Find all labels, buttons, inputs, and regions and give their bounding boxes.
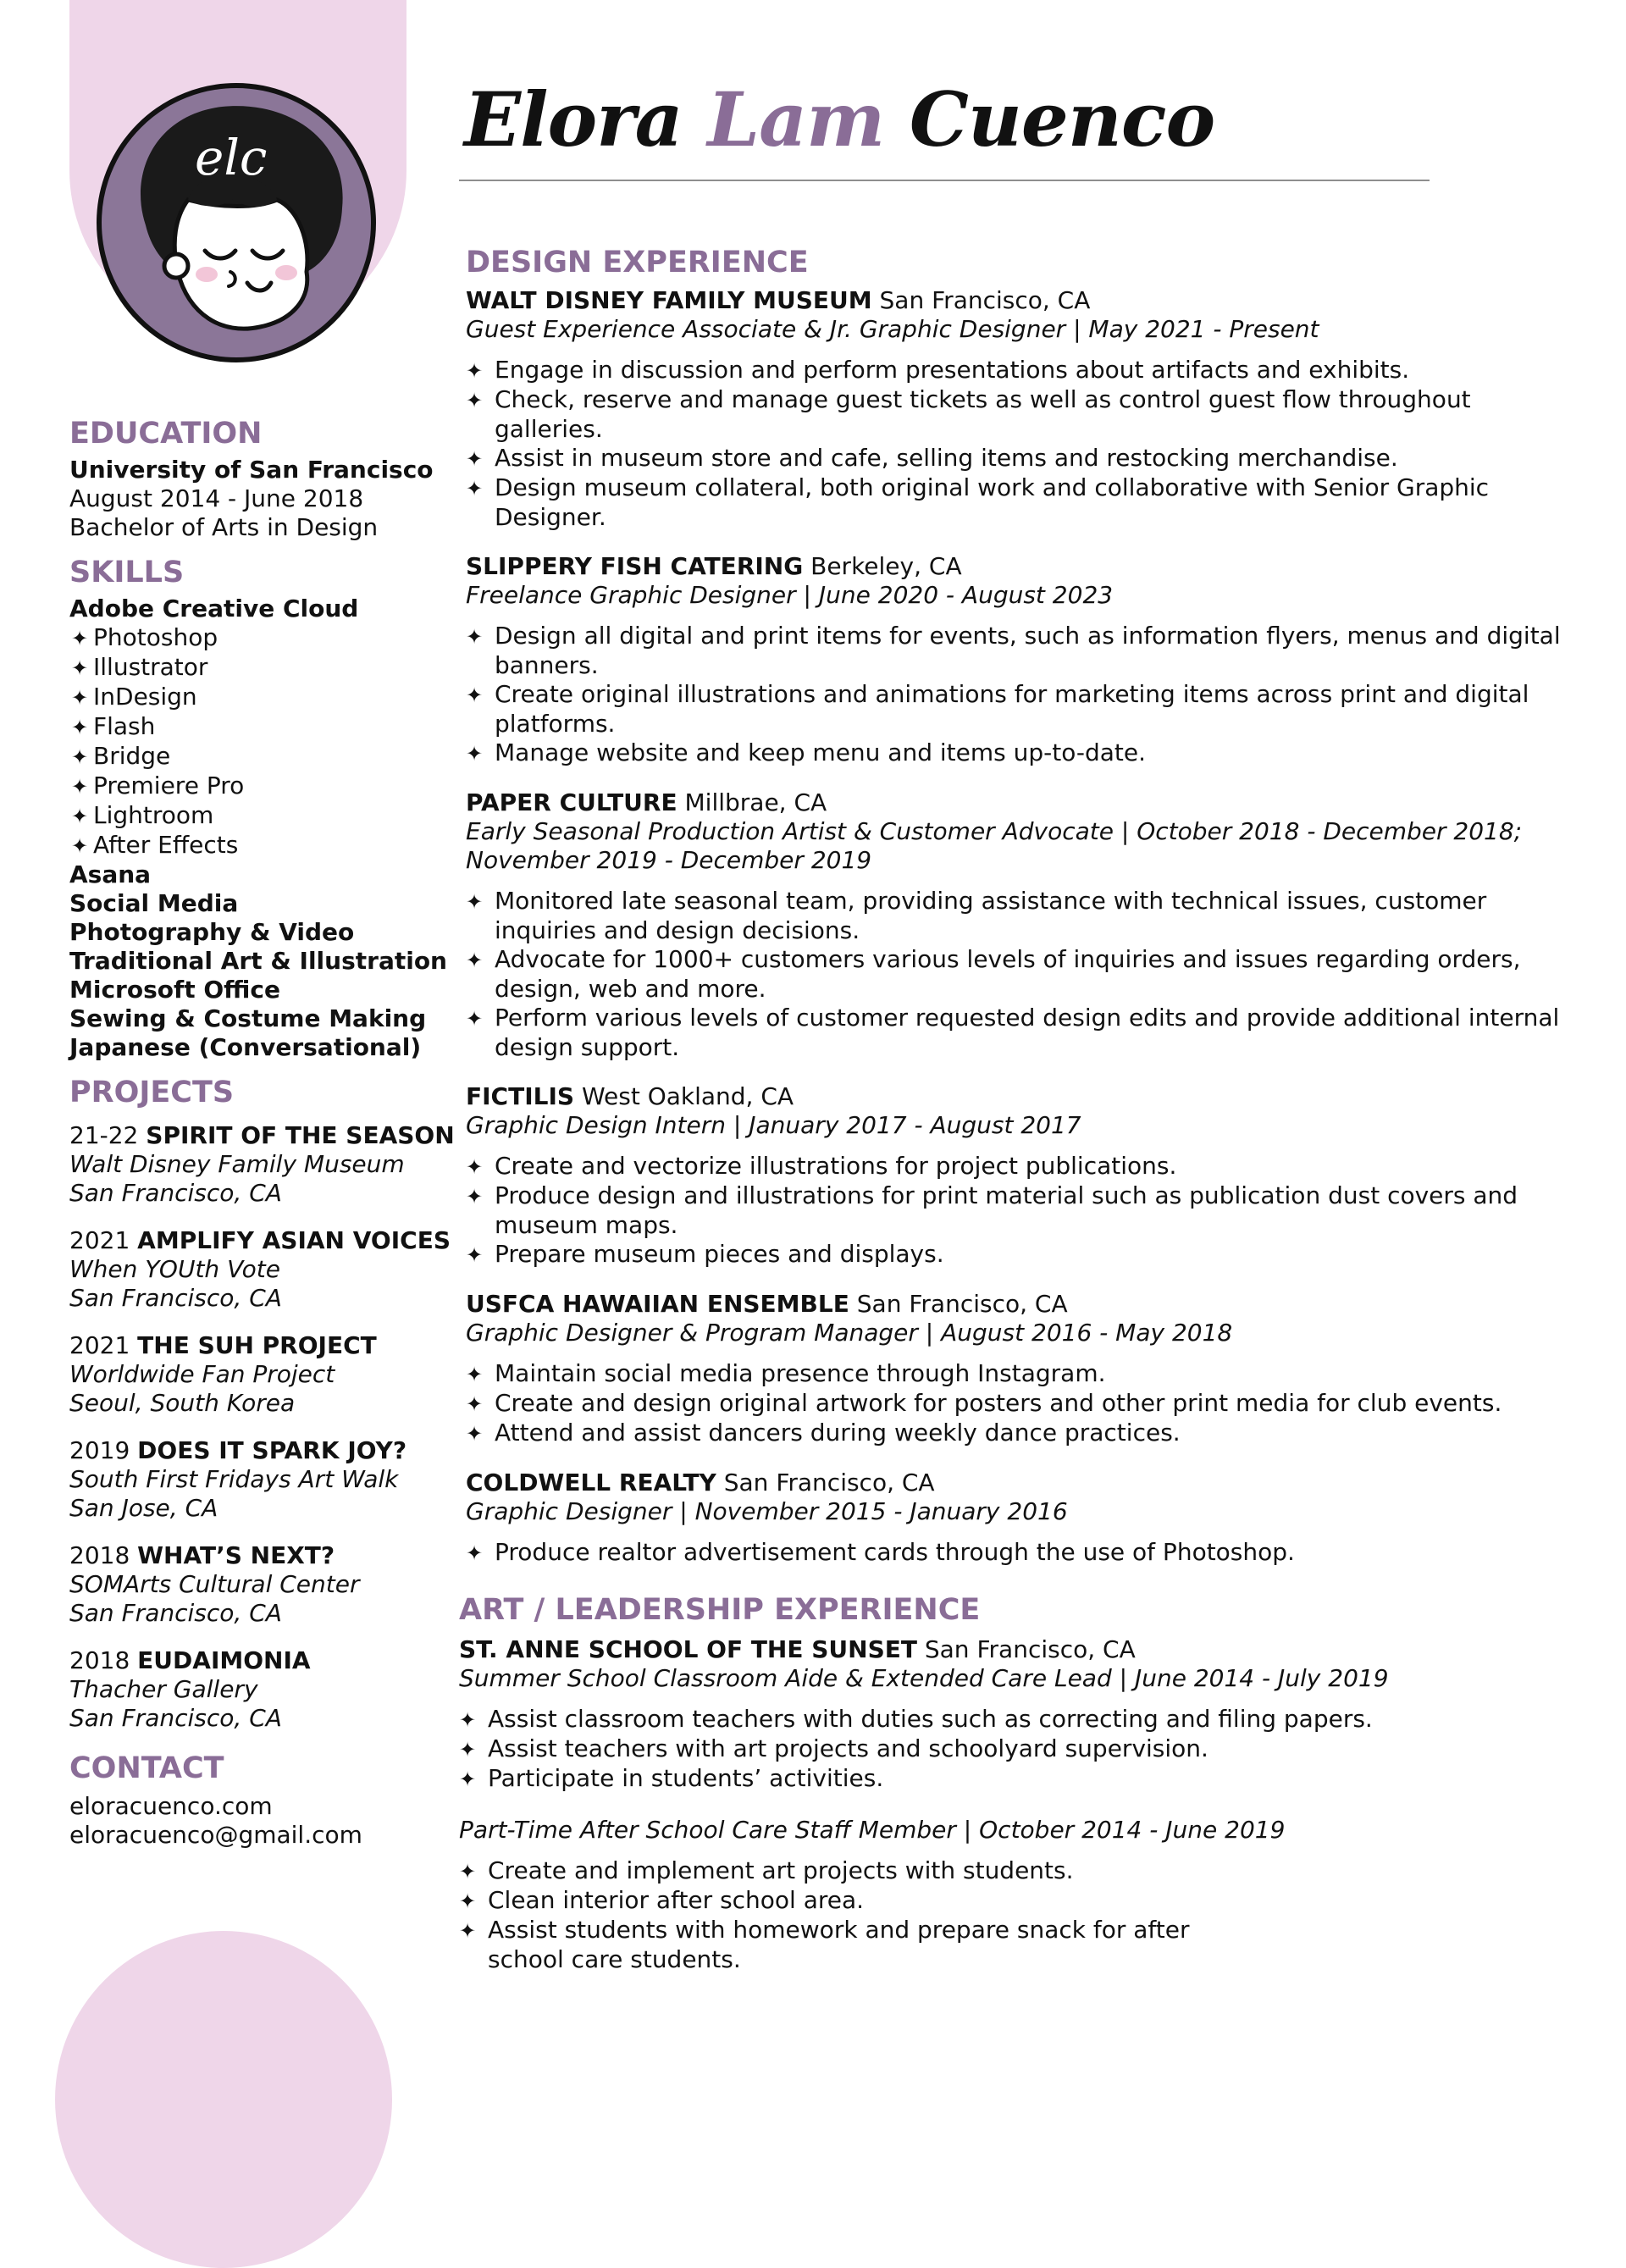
bullet-item xyxy=(466,945,1567,1004)
skill-other: Social Media xyxy=(69,889,239,917)
bullet-item xyxy=(466,680,1567,738)
project-org: Worldwide Fan Project xyxy=(69,1360,335,1388)
project-title: DOES IT SPARK JOY? xyxy=(137,1436,407,1464)
project-item xyxy=(69,1121,455,1208)
star-bullet-icon: ✦ xyxy=(459,1708,477,1732)
bullet-item xyxy=(466,1538,1567,1568)
star-bullet-icon: ✦ xyxy=(466,1007,484,1031)
contact-website-link[interactable]: eloracuenco.com xyxy=(69,1792,273,1820)
job-bullets xyxy=(459,1856,1204,1974)
bullet-text: Perform various levels of customer requested design edits and provide additional internal design support. xyxy=(495,1004,1560,1061)
bullet-text: Maintain social media presence through Instagram. xyxy=(495,1359,1106,1387)
project-org: South First Fridays Art Walk xyxy=(69,1465,399,1493)
job-company: SLIPPERY FISH CATERING xyxy=(466,552,804,580)
bullet-item xyxy=(466,887,1567,945)
job-location: Millbrae, CA xyxy=(684,788,827,816)
contact-email-link[interactable]: eloracuenco@gmail.com xyxy=(69,1821,362,1849)
job-company: PAPER CULTURE xyxy=(466,788,678,816)
skill-other: Traditional Art & Illustration xyxy=(69,947,447,975)
bullet-item xyxy=(466,738,1567,768)
skill-item xyxy=(69,831,408,860)
star-bullet-icon: ✦ xyxy=(466,949,484,972)
project-org: When YOUth Vote xyxy=(69,1255,280,1283)
bullet-text: Advocate for 1000+ customers various levels of inquiries and issues regarding orders, design, web and more. xyxy=(495,945,1521,1003)
star-bullet-icon: ✦ xyxy=(466,1422,484,1446)
star-bullet-icon: ✦ xyxy=(71,805,89,828)
star-bullet-icon: ✦ xyxy=(466,1541,484,1565)
job-bullets xyxy=(466,356,1567,532)
project-year: 2021 xyxy=(69,1331,130,1359)
skill-item xyxy=(69,712,408,742)
project-year: 2018 xyxy=(69,1541,130,1569)
job-role: Guest Experience Associate & Jr. Graphic Designer | May 2021 - Present xyxy=(466,315,1319,343)
project-year: 2019 xyxy=(69,1436,130,1464)
bullet-item xyxy=(459,1764,1567,1794)
job-bullets xyxy=(466,1538,1567,1568)
star-bullet-icon: ✦ xyxy=(71,656,89,680)
job-company: ST. ANNE SCHOOL OF THE SUNSET xyxy=(459,1635,917,1663)
job-location: San Francisco, CA xyxy=(924,1635,1136,1663)
skills-heading: SKILLS xyxy=(69,556,185,589)
bullet-item xyxy=(466,356,1567,385)
job-role: Graphic Designer | November 2015 - January 2016 xyxy=(466,1497,1068,1525)
job-bullets xyxy=(466,622,1567,768)
skill-item xyxy=(69,623,408,653)
skills-group-adobe: Adobe Creative Cloud xyxy=(69,595,359,622)
education-school: University of San Francisco xyxy=(69,456,434,484)
name-middle: Lam xyxy=(707,75,885,163)
star-bullet-icon: ✦ xyxy=(466,1243,484,1267)
star-bullet-icon: ✦ xyxy=(466,683,484,707)
job-company: COLDWELL REALTY xyxy=(466,1469,716,1496)
project-item xyxy=(69,1646,408,1733)
bullet-text: Assist classroom teachers with duties such as correcting and filing papers. xyxy=(488,1705,1373,1733)
job-location: West Oakland, CA xyxy=(581,1082,794,1110)
bullet-item xyxy=(466,1152,1567,1181)
page-title xyxy=(464,73,1567,166)
star-bullet-icon: ✦ xyxy=(466,389,484,412)
star-bullet-icon: ✦ xyxy=(466,1363,484,1386)
skill-item xyxy=(69,772,408,801)
star-bullet-icon: ✦ xyxy=(466,1155,484,1179)
skill-label: Lightroom xyxy=(93,801,214,829)
job-location: San Francisco, CA xyxy=(879,286,1091,314)
skill-other: Sewing & Costume Making xyxy=(69,1004,427,1032)
bullet-item xyxy=(466,444,1567,473)
job-entry xyxy=(457,286,1567,532)
bullet-text: Assist teachers with art projects and schoolyard supervision. xyxy=(488,1734,1208,1762)
job-entry xyxy=(457,552,1567,768)
bullet-item xyxy=(466,622,1567,680)
job-location: Berkeley, CA xyxy=(810,552,962,580)
job-entry xyxy=(457,1635,1567,1974)
job-bullets xyxy=(459,1705,1567,1794)
bullet-text: Design museum collateral, both original work and collaborative with Senior Graphic Designer. xyxy=(495,473,1490,531)
project-title: SPIRIT OF THE SEASON xyxy=(146,1121,455,1149)
project-item xyxy=(69,1226,451,1313)
star-bullet-icon: ✦ xyxy=(466,1185,484,1209)
main-content xyxy=(457,73,1567,1994)
project-place: San Francisco, CA xyxy=(69,1284,282,1312)
star-bullet-icon: ✦ xyxy=(466,359,484,383)
bullet-item xyxy=(459,1886,1204,1916)
art-leadership-section xyxy=(457,1593,1567,1974)
job-company: FICTILIS xyxy=(466,1082,575,1110)
star-bullet-icon: ✦ xyxy=(466,477,484,501)
star-bullet-icon: ✦ xyxy=(459,1889,477,1913)
job-role: November 2019 - December 2019 xyxy=(466,846,872,874)
job-entry xyxy=(457,788,1567,1062)
star-bullet-icon: ✦ xyxy=(71,745,89,769)
education-degree: Bachelor of Arts in Design xyxy=(69,513,379,541)
avatar xyxy=(95,81,378,364)
bullet-text: Design all digital and print items for events, such as information flyers, menus and digital banners. xyxy=(495,622,1561,679)
star-bullet-icon: ✦ xyxy=(459,1738,477,1762)
design-experience-heading: DESIGN EXPERIENCE xyxy=(466,246,809,279)
job-role: Summer School Classroom Aide & Extended Care Lead | June 2014 - July 2019 xyxy=(459,1664,1389,1692)
skill-label: Flash xyxy=(93,712,156,740)
job-company: WALT DISNEY FAMILY MUSEUM xyxy=(466,286,872,314)
star-bullet-icon: ✦ xyxy=(466,890,484,914)
skill-other: Asana xyxy=(69,860,152,888)
bullet-text: Create and vectorize illustrations for project publications. xyxy=(495,1152,1177,1180)
job-entry xyxy=(457,1290,1567,1448)
job-location: San Francisco, CA xyxy=(856,1290,1068,1318)
bullet-item xyxy=(466,1181,1567,1240)
skill-item xyxy=(69,653,408,683)
star-bullet-icon: ✦ xyxy=(71,775,89,799)
project-year: 2021 xyxy=(69,1226,130,1254)
star-bullet-icon: ✦ xyxy=(459,1860,477,1884)
skill-other: Photography & Video xyxy=(69,918,355,946)
decorative-bottom-circle xyxy=(55,1931,392,2268)
project-title: WHAT’S NEXT? xyxy=(137,1541,335,1569)
skill-item xyxy=(69,801,408,831)
bullet-text: Create and implement art projects with students. xyxy=(488,1856,1074,1884)
skill-label: InDesign xyxy=(93,683,197,711)
job-role: Graphic Design Intern | January 2017 - August 2017 xyxy=(466,1111,1081,1139)
project-place: San Francisco, CA xyxy=(69,1704,282,1732)
project-place: San Jose, CA xyxy=(69,1494,218,1522)
project-title: AMPLIFY ASIAN VOICES xyxy=(137,1226,451,1254)
project-org: Thacher Gallery xyxy=(69,1675,258,1703)
star-bullet-icon: ✦ xyxy=(71,686,89,710)
project-item xyxy=(69,1331,408,1418)
project-year: 21-22 xyxy=(69,1121,139,1149)
project-year: 2018 xyxy=(69,1646,130,1674)
star-bullet-icon: ✦ xyxy=(459,1919,477,1943)
bullet-item xyxy=(459,1734,1567,1764)
education-heading: EDUCATION xyxy=(69,417,263,451)
bullet-text: Check, reserve and manage guest tickets as well as control guest flow throughout galleries. xyxy=(495,385,1471,443)
skill-other: Microsoft Office xyxy=(69,976,280,1004)
star-bullet-icon: ✦ xyxy=(466,625,484,649)
bullet-text: Manage website and keep menu and items up-to-date. xyxy=(495,738,1147,766)
job-location: San Francisco, CA xyxy=(723,1469,935,1496)
skill-other: Japanese (Conversational) xyxy=(69,1033,422,1061)
bullet-text: Produce realtor advertisement cards through the use of Photoshop. xyxy=(495,1538,1295,1566)
skill-label: Illustrator xyxy=(93,653,208,681)
project-title: EUDAIMONIA xyxy=(137,1646,311,1674)
star-bullet-icon: ✦ xyxy=(466,447,484,471)
job-bullets xyxy=(466,887,1567,1062)
project-item xyxy=(69,1436,408,1523)
projects-heading: PROJECTS xyxy=(69,1076,235,1109)
star-bullet-icon: ✦ xyxy=(459,1767,477,1791)
bullet-text: Create original illustrations and animations for marketing items across print and digital platforms. xyxy=(495,680,1529,738)
bullet-item xyxy=(459,1705,1567,1734)
job-bullets xyxy=(466,1152,1567,1270)
project-org: Walt Disney Family Museum xyxy=(69,1150,405,1178)
bullet-text: Engage in discussion and perform presentations about artifacts and exhibits. xyxy=(495,356,1410,384)
bullet-item xyxy=(466,1389,1567,1419)
bullet-text: Clean interior after school area. xyxy=(488,1886,865,1914)
star-bullet-icon: ✦ xyxy=(71,834,89,858)
job-role: Graphic Designer & Program Manager | August 2016 - May 2018 xyxy=(466,1319,1233,1347)
bullet-item xyxy=(466,1419,1567,1448)
star-bullet-icon: ✦ xyxy=(71,627,89,650)
bullet-item xyxy=(466,1359,1567,1389)
job-bullets xyxy=(466,1359,1567,1448)
star-bullet-icon: ✦ xyxy=(466,1392,484,1416)
job-entry xyxy=(457,1469,1567,1568)
sidebar xyxy=(69,417,455,1850)
contact-heading: CONTACT xyxy=(69,1751,224,1785)
bullet-text: Participate in students’ activities. xyxy=(488,1764,884,1792)
skill-label: Premiere Pro xyxy=(93,772,245,799)
bullet-item xyxy=(459,1856,1204,1886)
bullet-item xyxy=(466,1004,1567,1062)
job-role: Early Seasonal Production Artist & Customer Advocate | October 2018 - December 2018; xyxy=(466,817,1523,845)
project-place: San Francisco, CA xyxy=(69,1599,282,1627)
bullet-text: Monitored late seasonal team, providing assistance with technical issues, customer inquiries and design decisions. xyxy=(495,887,1487,944)
bullet-item xyxy=(466,473,1567,532)
job-role: Part-Time After School Care Staff Member | October 2014 - June 2019 xyxy=(459,1816,1286,1844)
bullet-text: Assist in museum store and cafe, selling items and restocking merchandise. xyxy=(495,444,1398,472)
bullet-text: Create and design original artwork for posters and other print media for club events. xyxy=(495,1389,1502,1417)
title-divider xyxy=(459,180,1430,181)
name-last: Cuenco xyxy=(909,75,1215,163)
avatar-monogram: elc xyxy=(195,129,268,186)
job-role: Freelance Graphic Designer | June 2020 - August 2023 xyxy=(466,581,1114,609)
skill-item xyxy=(69,742,408,772)
skill-label: Photoshop xyxy=(93,623,218,651)
bullet-item xyxy=(466,385,1567,444)
star-bullet-icon: ✦ xyxy=(71,716,89,739)
education-dates: August 2014 - June 2018 xyxy=(69,484,364,512)
project-item xyxy=(69,1541,408,1628)
skill-label: After Effects xyxy=(93,831,239,859)
bullet-text: Attend and assist dancers during weekly dance practices. xyxy=(495,1419,1181,1447)
project-org: SOMArts Cultural Center xyxy=(69,1570,360,1598)
bullet-item xyxy=(466,1240,1567,1270)
skill-item xyxy=(69,683,408,712)
project-title: THE SUH PROJECT xyxy=(137,1331,377,1359)
bullet-text: Produce design and illustrations for print material such as publication dust covers and museum maps. xyxy=(495,1181,1518,1239)
name-first: Elora xyxy=(464,75,683,163)
art-leadership-heading: ART / LEADERSHIP EXPERIENCE xyxy=(459,1593,981,1627)
job-company: USFCA HAWAIIAN ENSEMBLE xyxy=(466,1290,849,1318)
job-entry xyxy=(457,1082,1567,1270)
bullet-text: Prepare museum pieces and displays. xyxy=(495,1240,944,1268)
project-place: San Francisco, CA xyxy=(69,1179,282,1207)
project-place: Seoul, South Korea xyxy=(69,1389,296,1417)
bullet-text: Assist students with homework and prepare snack for after school care students. xyxy=(488,1916,1190,1973)
star-bullet-icon: ✦ xyxy=(466,742,484,766)
bullet-item xyxy=(459,1916,1204,1974)
skill-label: Bridge xyxy=(93,742,171,770)
